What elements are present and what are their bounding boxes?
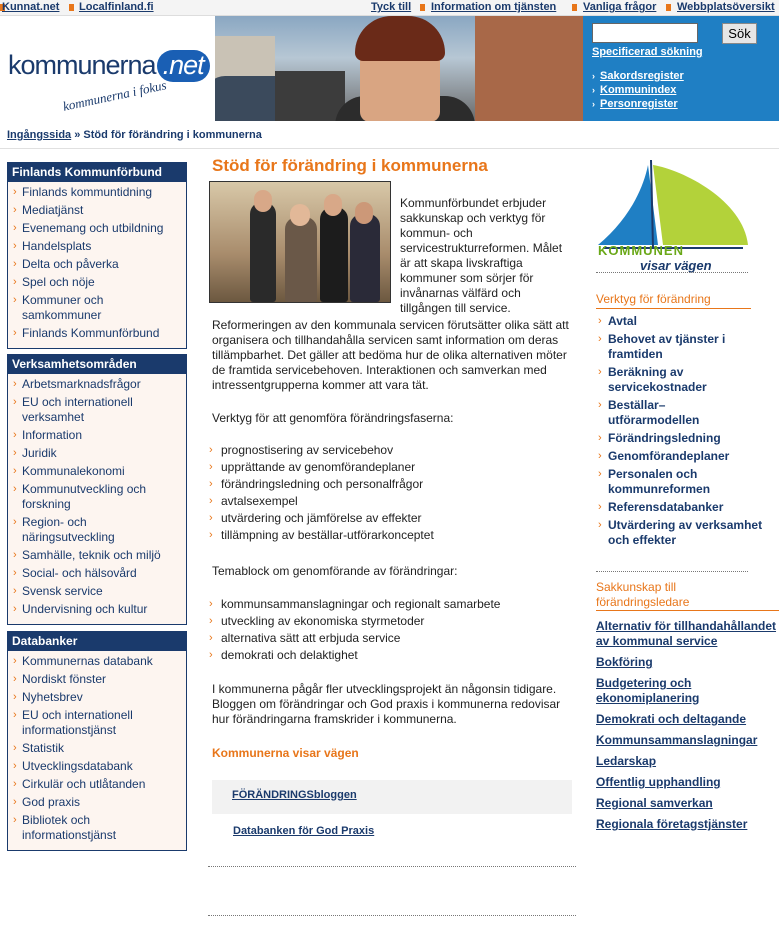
expert-link[interactable]: Regional samverkan — [596, 796, 713, 810]
themes-list — [208, 597, 500, 665]
link-information[interactable]: Information om tjänsten — [431, 1, 557, 13]
nav-item[interactable]: › Nordiskt fönster — [8, 672, 186, 687]
link-faq[interactable]: Vanliga frågor — [583, 1, 657, 13]
nav-item[interactable]: › Kommuner och samkommuner — [8, 293, 138, 323]
nav-databanker — [7, 631, 187, 851]
logo-line-1: KOMMUNEN — [598, 243, 684, 258]
register-links — [592, 70, 684, 112]
tool-link[interactable]: › Beräkning av servicekostnader — [596, 365, 771, 395]
nav-item[interactable]: › Mediatjänst — [8, 203, 186, 218]
tool-link[interactable]: › Personalen och kommunreformen — [596, 467, 771, 497]
tool-link[interactable]: › Avtal — [596, 314, 771, 329]
closing-text: I kommunerna pågår fler utvecklingsprojekt än någonsin tidigare. Bloggen om förändringar och God praxis i kommunerna redovisar hur förändringarna framskrider i kommunerna. — [212, 682, 561, 726]
intro-text: Reformeringen av den kommunala servicen förutsätter olika sätt att organisera och tillhandahålla servicen samt information om deras tillämpbarhet. Det gäller att bedöma hur de olika alternativen möter de framtida servicebehoven. Interaktionen och samverkan med intressentgrupperna kommer att vara tät. — [212, 318, 569, 392]
kommunen-logo[interactable] — [593, 160, 753, 273]
expert-link[interactable]: Alternativ för tillhandahållandet av kommunal service — [596, 619, 777, 648]
advanced-search-link[interactable]: Specificerad sökning — [592, 46, 703, 58]
logo-line-2: visar vägen — [640, 258, 712, 273]
tools-links — [596, 314, 771, 551]
nav-item[interactable]: › Spel och nöje — [8, 275, 186, 290]
site-logo[interactable] — [0, 16, 215, 121]
divider — [596, 610, 779, 611]
bullet-square-icon — [420, 4, 425, 11]
nav-heading: Finlands Kommunförbund — [8, 163, 186, 182]
nav-item[interactable]: › Evenemang och utbildning — [8, 221, 186, 236]
blog-box — [212, 780, 572, 814]
intro-side-text: Kommunförbundet erbjuder sakkunskap och verktyg för kommun- och servicestrukturreformen. Målet är att skapa livskraftiga kommuner som sörjer för invånarnas välfärd och tillgången till service. — [400, 196, 563, 315]
breadcrumb-current: Stöd för förändring i kommunerna — [83, 129, 262, 141]
link-personregister[interactable]: › Personregister — [592, 98, 678, 110]
header-photo — [215, 16, 583, 121]
themes-intro: Temablock om genomförande av förändringar: — [212, 564, 458, 578]
divider — [208, 915, 576, 916]
nav-item[interactable]: › Delta och påverka — [8, 257, 186, 272]
nav-item[interactable]: › Statistik — [8, 741, 186, 756]
praxis-link[interactable]: Databanken för God Praxis — [233, 825, 375, 837]
bullet-square-icon — [666, 4, 671, 11]
nav-item[interactable]: › Social- och hälsovård — [8, 566, 186, 581]
nav-item[interactable]: › God praxis — [8, 795, 186, 810]
sail-icon — [593, 160, 753, 250]
chevron-right-icon: › — [592, 71, 595, 81]
breadcrumb-separator: » — [71, 129, 84, 141]
list-item: › avtalsexempel — [208, 494, 434, 511]
logo-tagline: kommunerna i fokus — [61, 77, 168, 114]
nav-item[interactable]: › Information — [8, 428, 186, 443]
staff-photo — [209, 181, 391, 303]
nav-item[interactable]: › Juridik — [8, 446, 186, 461]
search-input[interactable] — [592, 23, 698, 43]
divider — [596, 272, 748, 273]
tool-link[interactable]: › Genomförandeplaner — [596, 449, 771, 464]
tools-heading: Verktyg för förändring — [596, 292, 711, 306]
chevron-right-icon: › — [592, 99, 595, 109]
nav-kommunforbund — [7, 162, 187, 349]
link-sakordsregister[interactable]: › Sakordsregister — [592, 70, 684, 82]
nav-heading: Databanker — [8, 632, 186, 651]
nav-item[interactable]: › Finlands kommuntidning — [8, 185, 186, 200]
tools-intro: Verktyg för att genomföra förändringsfaserna: — [212, 411, 454, 425]
tool-link[interactable]: › Behovet av tjänster i framtiden — [596, 332, 771, 362]
divider — [596, 571, 748, 572]
nav-item[interactable]: › Svensk service — [8, 584, 186, 599]
expert-link[interactable]: Regionala företagstjänster — [596, 817, 748, 831]
list-item: › kommunsammanslagningar och regionalt samarbete — [208, 597, 500, 614]
link-kommunindex[interactable]: › Kommunindex — [592, 84, 677, 96]
expert-links — [596, 619, 779, 838]
breadcrumb — [7, 129, 262, 141]
tool-link[interactable]: › Beställar–utförarmodellen — [596, 398, 716, 428]
nav-item[interactable]: › Region- och näringsutveckling — [8, 515, 128, 545]
expert-heading: Sakkunskap till förändringsledare — [596, 580, 690, 609]
expert-link[interactable]: Demokrati och deltagande — [596, 712, 747, 726]
list-item: › utveckling av ekonomiska styrmetoder — [208, 614, 500, 631]
nav-item[interactable]: › Utvecklingsdatabank — [8, 759, 186, 774]
logo-wordmark: kommunerna .net — [8, 50, 210, 81]
link-tyck-till[interactable]: Tyck till — [371, 1, 412, 13]
expert-link[interactable]: Bokföring — [596, 655, 653, 669]
nav-item[interactable]: › Undervisning och kultur — [8, 602, 186, 617]
list-item: › demokrati och delaktighet — [208, 648, 500, 665]
link-sitemap[interactable]: Webbplatsöversikt — [677, 1, 775, 13]
chevron-right-icon: › — [592, 85, 595, 95]
bullet-square-icon — [69, 4, 74, 11]
tool-link[interactable]: › Förändringsledning — [596, 431, 771, 446]
nav-item[interactable]: › Kommunernas databank — [8, 654, 186, 669]
top-bar — [0, 0, 779, 16]
breadcrumb-home[interactable]: Ingångssida — [7, 129, 72, 141]
nav-item[interactable]: › Nyhetsbrev — [8, 690, 186, 705]
nav-item[interactable]: › Finlands Kommunförbund — [8, 326, 186, 341]
bullet-square-icon — [572, 4, 577, 11]
nav-item[interactable]: › Handelsplats — [8, 239, 186, 254]
site-header — [0, 16, 779, 121]
list-item: › upprättande av genomförandeplaner — [208, 460, 434, 477]
search-button[interactable]: Sök — [722, 23, 757, 44]
tools-list — [208, 443, 434, 545]
divider — [0, 148, 779, 149]
tool-link[interactable]: › Referensdatabanker — [596, 500, 771, 515]
list-item: › alternativa sätt att erbjuda service — [208, 631, 500, 648]
divider — [208, 866, 576, 867]
search-panel — [583, 16, 779, 121]
nav-item[interactable]: › Kommunalekonomi — [8, 464, 186, 479]
tool-link[interactable]: › Utvärdering av verksamhet och effekter — [596, 518, 771, 548]
blog-link[interactable]: FÖRÄNDRINGSbloggen — [232, 789, 357, 801]
list-item: › förändringsledning och personalfrågor — [208, 477, 434, 494]
link-localfinland[interactable]: Localfinland.fi — [79, 1, 154, 13]
nav-item[interactable]: › EU och internationell informationstjänst — [8, 708, 148, 738]
expert-link[interactable]: Offentlig upphandling — [596, 775, 721, 789]
divider — [596, 308, 751, 309]
page-title: Stöd för förändring i kommunerna — [212, 156, 488, 175]
list-item: › tillämpning av beställar-utförarkonceptet — [208, 528, 434, 545]
nav-item[interactable]: › Cirkulär och utlåtanden — [8, 777, 186, 792]
nav-verksamhetsomraden — [7, 354, 187, 625]
list-item: › utvärdering och jämförelse av effekter — [208, 511, 434, 528]
nav-heading: Verksamhetsområden — [8, 355, 186, 374]
expert-link[interactable]: Budgetering och ekonomiplanering — [596, 676, 700, 705]
vision-heading: Kommunerna visar vägen — [212, 746, 359, 760]
nav-item[interactable]: › EU och internationell verksamhet — [8, 395, 153, 425]
list-item: › prognostisering av servicebehov — [208, 443, 434, 460]
nav-item[interactable]: › Arbetsmarknadsfrågor — [8, 377, 186, 392]
nav-item[interactable]: › Samhälle, teknik och miljö — [8, 548, 186, 563]
nav-item[interactable]: › Kommunutveckling och forskning — [8, 482, 158, 512]
expert-link[interactable]: Kommunsammanslagningar — [596, 733, 758, 747]
link-kunnat[interactable]: Kunnat.net — [2, 1, 60, 13]
nav-item[interactable]: › Bibliotek och informationstjänst — [8, 813, 138, 843]
expert-link[interactable]: Ledarskap — [596, 754, 657, 768]
